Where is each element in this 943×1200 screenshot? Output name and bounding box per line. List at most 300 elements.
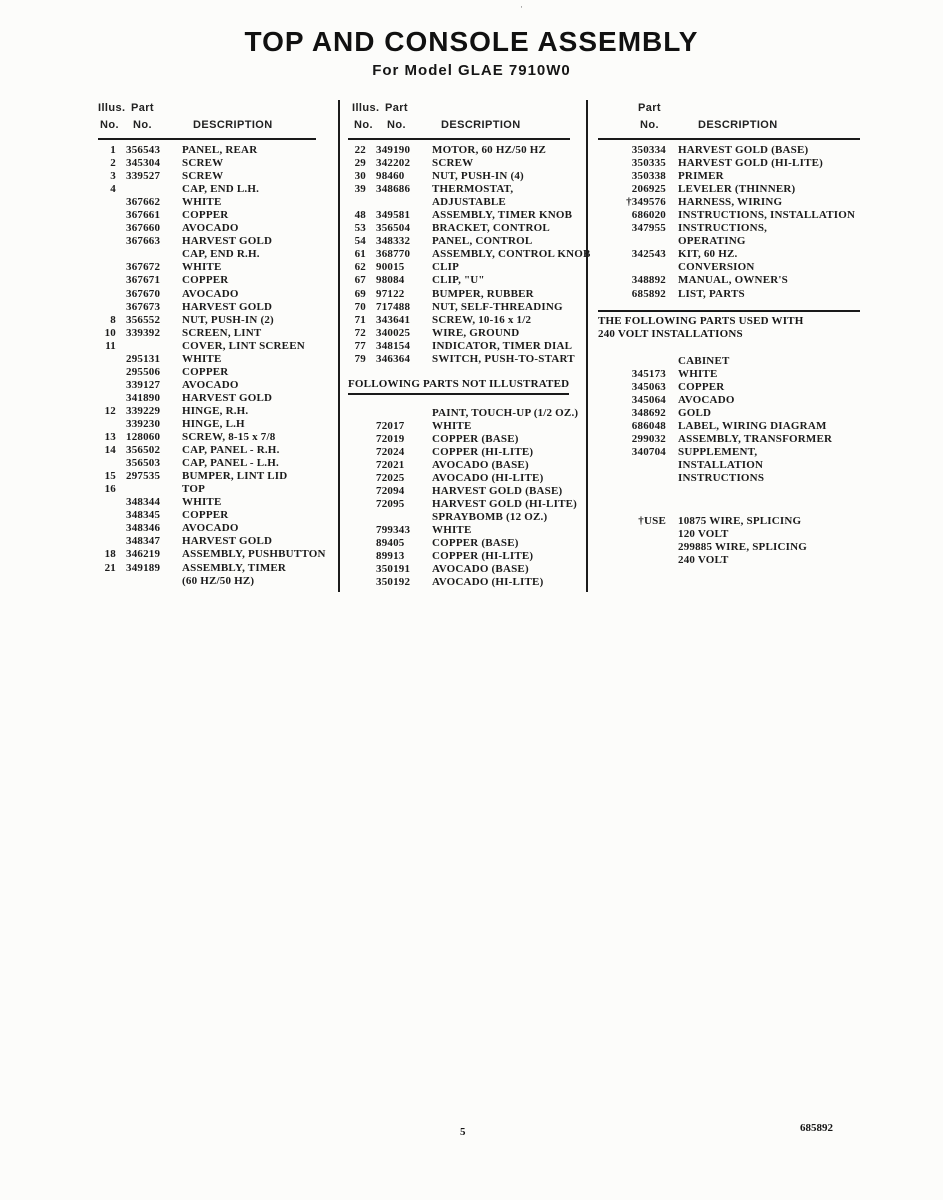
description-cell: AVOCADO (HI-LITE) [432, 472, 544, 485]
part-no-cell: 343641 [376, 313, 411, 326]
part-no-cell: 685892 [631, 287, 666, 300]
table-row [598, 288, 860, 301]
part-no-cell [126, 483, 172, 496]
table-row [98, 222, 316, 235]
part-no-cell: 72095 [376, 498, 405, 511]
illus-no-cell: 1 [110, 144, 116, 156]
part-no-cell: 90015 [376, 261, 405, 274]
part-no-cell: 340704 [631, 445, 666, 458]
illus-no-cell: 2 [110, 157, 116, 170]
description-cell: OPERATING [678, 235, 746, 248]
description-cell: CAP, PANEL - L.H. [182, 457, 279, 470]
description-cell: LIST, PARTS [678, 287, 745, 300]
illus-no-cell [98, 248, 116, 261]
description-cell: SUPPLEMENT, [678, 445, 758, 458]
part-no-cell: 350338 [631, 170, 666, 183]
illus-no-cell: 22 [354, 144, 366, 156]
not-illustrated-section-title: FOLLOWING PARTS NOT ILLUSTRATED [348, 378, 569, 395]
part-no-cell: 128060 [126, 431, 161, 444]
description-cell: THERMOSTAT, [432, 183, 514, 196]
table-row [98, 522, 316, 535]
illus-no-cell [348, 446, 366, 459]
illus-no-cell [98, 301, 116, 314]
part-no-cell: 348686 [376, 183, 411, 196]
table-row [98, 418, 316, 431]
part-no-cell: 72094 [376, 485, 405, 498]
part-no-cell [126, 575, 172, 588]
part-no-cell: 799343 [376, 524, 411, 537]
description-cell: COPPER (HI-LITE) [432, 445, 534, 458]
illus-no-cell [98, 496, 116, 509]
column-2-illustrated-rows [348, 144, 591, 366]
description-cell: (60 HZ/50 HZ) [182, 574, 255, 587]
table-row [348, 352, 575, 366]
not-illustrated-section-header [348, 376, 570, 395]
part-no-cell: 345063 [631, 380, 666, 393]
part-no-cell: 349189 [126, 561, 161, 574]
description-cell: AVOCADO [182, 522, 239, 535]
no-header-label: No. [640, 119, 659, 131]
illus-no-cell: 69 [354, 287, 366, 300]
table-row [348, 157, 570, 170]
part-no-cell: 367672 [126, 261, 161, 274]
part-no-cell [598, 541, 666, 554]
table-row [98, 327, 316, 340]
description-cell: PRIMER [678, 170, 724, 183]
part-no-cell: 345304 [126, 157, 161, 170]
table-row [98, 314, 316, 327]
description-header-label: DESCRIPTION [193, 119, 273, 131]
part-no-cell: 348347 [126, 535, 161, 548]
table-row [598, 144, 860, 157]
description-cell: WHITE [432, 419, 472, 432]
illus-no-cell: 13 [104, 431, 116, 444]
description-cell: COPPER [678, 380, 725, 393]
description-cell: INSTRUCTIONS [678, 471, 765, 484]
description-cell: 120 VOLT [678, 528, 729, 541]
table-row [598, 222, 860, 235]
table-row [598, 355, 860, 368]
table-row [98, 509, 316, 522]
table-row [98, 535, 316, 548]
description-cell: HARVEST GOLD [182, 300, 273, 313]
no-header-label: No. [387, 119, 406, 131]
description-cell: NUT, SELF-THREADING [432, 300, 563, 313]
illus-no-cell: 12 [104, 404, 116, 417]
table-row [348, 339, 573, 353]
description-cell: MOTOR, 60 HZ/50 HZ [432, 144, 547, 156]
illus-no-cell [348, 472, 366, 485]
table-row [98, 340, 316, 353]
table-row [348, 576, 570, 589]
part-no-cell: 72025 [376, 472, 405, 485]
illus-no-cell [348, 537, 366, 550]
illus-no-cell [98, 392, 116, 405]
illus-no-cell: 71 [354, 313, 366, 326]
part-no-cell: 347955 [631, 222, 666, 235]
description-cell: COPPER (BASE) [432, 537, 519, 550]
part-no-cell: 72019 [376, 432, 405, 445]
description-cell: COPPER [182, 509, 229, 522]
description-cell: HINGE, R.H. [182, 404, 249, 417]
part-no-cell: 342202 [376, 157, 411, 170]
table-row [598, 157, 860, 170]
description-cell: COPPER (BASE) [432, 432, 519, 445]
table-row [598, 433, 860, 446]
column-2-header [348, 102, 570, 140]
part-header-label: Part [385, 102, 408, 114]
part-no-cell: 297535 [126, 470, 161, 483]
description-cell: PAINT, TOUCH-UP (1/2 OZ.) [432, 406, 579, 419]
description-cell: HARVEST GOLD (HI-LITE) [678, 157, 824, 170]
part-no-cell: 98084 [376, 274, 405, 287]
table-row [98, 405, 316, 418]
table-row [598, 261, 860, 274]
part-no-cell: 348345 [126, 509, 161, 522]
part-no-cell: 339392 [126, 326, 161, 339]
column-3-240v-rows [598, 355, 860, 485]
part-no-cell: 717488 [376, 300, 411, 313]
description-cell: WIRE, GROUND [432, 326, 520, 339]
description-cell: BRACKET, CONTROL [432, 222, 550, 235]
part-no-cell: 367662 [126, 196, 161, 209]
table-row [598, 248, 860, 261]
table-row [598, 170, 860, 183]
column-divider-2 [586, 100, 588, 592]
table-row [598, 528, 860, 541]
table-row [348, 524, 570, 537]
table-row [598, 515, 860, 528]
description-cell: CONVERSION [678, 261, 755, 274]
description-cell: HARVEST GOLD (BASE) [678, 144, 809, 156]
table-row [348, 472, 570, 485]
table-row [348, 406, 579, 420]
description-cell: COPPER [182, 209, 229, 222]
table-row [98, 457, 316, 470]
description-cell: AVOCADO (HI-LITE) [432, 576, 544, 589]
parts-column-1 [98, 102, 326, 588]
illus-no-cell [348, 524, 366, 537]
table-row [348, 301, 570, 314]
illus-no-cell [348, 550, 366, 563]
column-3-header [598, 102, 860, 140]
table-row [348, 420, 570, 433]
description-cell: CLIP, "U" [432, 274, 485, 287]
illus-no-cell: 53 [354, 222, 366, 235]
page-title: TOP AND CONSOLE ASSEMBLY [244, 26, 699, 57]
table-row [348, 222, 570, 235]
part-no-cell: 356543 [126, 144, 161, 156]
no-header-label: No. [133, 119, 152, 131]
description-cell: CLIP [432, 261, 460, 274]
description-cell: ASSEMBLY, TIMER KNOB [432, 209, 573, 222]
table-row [348, 446, 570, 459]
description-cell: SCREEN, LINT [182, 326, 262, 339]
column-3-splicing-rows [598, 515, 860, 567]
footer-page-number: 5 [460, 1126, 466, 1138]
description-cell: 240 VOLT [678, 554, 729, 567]
table-row [348, 485, 570, 498]
note-240-volt [598, 310, 860, 341]
illus-no-cell: 30 [354, 170, 366, 183]
table-row [598, 420, 860, 433]
illus-no-cell [348, 498, 366, 511]
part-no-cell [598, 235, 666, 248]
part-no-cell: 348154 [376, 339, 411, 352]
illus-no-cell [98, 209, 116, 222]
table-row [348, 170, 570, 183]
part-no-cell: 295506 [126, 365, 161, 378]
part-header-label: Part [638, 102, 661, 114]
part-no-cell [126, 340, 172, 353]
description-cell: AVOCADO [678, 393, 735, 406]
table-row [98, 274, 316, 287]
illus-no-cell [98, 288, 116, 301]
part-no-cell: 346364 [376, 352, 411, 365]
table-row [348, 235, 570, 248]
description-cell: WHITE [182, 261, 222, 274]
part-no-cell: 98460 [376, 170, 405, 183]
part-no-cell [598, 261, 666, 274]
table-row [598, 459, 860, 472]
description-cell: NUT, PUSH-IN (4) [432, 170, 524, 183]
table-row [98, 470, 316, 483]
description-header-label: DESCRIPTION [698, 119, 778, 131]
page-subtitle: For Model GLAE 7910W0 [372, 62, 571, 79]
table-row [98, 170, 316, 183]
illus-no-cell: 39 [354, 183, 366, 196]
description-cell: WHITE [182, 352, 222, 365]
part-no-cell: 356552 [126, 313, 161, 326]
illus-no-cell [348, 196, 366, 209]
part-no-cell: 368770 [376, 248, 411, 261]
illus-no-cell [348, 407, 366, 420]
part-no-cell: 97122 [376, 287, 405, 300]
table-row [348, 511, 570, 524]
illus-no-cell [98, 235, 116, 248]
column-2-not-illustrated-rows [348, 406, 579, 590]
illus-no-cell: 10 [104, 326, 116, 339]
part-no-cell: 350191 [376, 563, 411, 576]
part-no-cell: 367673 [126, 300, 161, 313]
description-cell: WHITE [678, 367, 718, 380]
illus-no-cell [98, 222, 116, 235]
table-row [98, 562, 316, 575]
part-no-cell: †USE [638, 515, 666, 528]
illus-no-cell: 62 [354, 261, 366, 274]
description-cell: HARVEST GOLD [182, 235, 273, 248]
table-row [348, 327, 570, 340]
table-row [98, 575, 316, 588]
description-cell: LABEL, WIRING DIAGRAM [678, 419, 827, 432]
table-row [598, 196, 860, 209]
part-no-cell: 686048 [631, 419, 666, 432]
part-no-cell: 295131 [126, 352, 161, 365]
illus-no-cell [348, 433, 366, 446]
description-cell: AVOCADO [182, 378, 239, 391]
description-cell: AVOCADO [182, 287, 239, 300]
description-cell: SCREW [182, 157, 224, 170]
illus-no-cell [98, 509, 116, 522]
table-row [98, 353, 316, 366]
table-row [348, 261, 570, 274]
table-row [598, 368, 860, 381]
illus-no-cell: 70 [354, 300, 366, 313]
table-row [348, 144, 570, 157]
column-1-header [98, 102, 316, 140]
part-no-cell: 345064 [631, 393, 666, 406]
description-cell: AVOCADO (BASE) [432, 458, 529, 471]
illus-no-cell [348, 511, 366, 524]
description-cell: 10875 WIRE, SPLICING [678, 515, 802, 528]
part-no-cell: 686020 [631, 209, 666, 222]
description-cell: CAP, END R.H. [182, 248, 260, 261]
column-3-main-rows [598, 144, 860, 301]
description-cell: ASSEMBLY, TRANSFORMER [678, 432, 833, 445]
description-cell: HARNESS, WIRING [678, 196, 783, 209]
illus-no-cell [98, 353, 116, 366]
table-row [98, 235, 316, 248]
description-cell: WHITE [182, 196, 222, 209]
part-no-cell: 348892 [631, 274, 666, 287]
note-240-volt-line1: THE FOLLOWING PARTS USED WITH [598, 314, 804, 327]
description-cell: NUT, PUSH-IN (2) [182, 313, 274, 326]
table-row [98, 431, 316, 444]
description-cell: AVOCADO [182, 222, 239, 235]
table-row [348, 314, 570, 327]
illus-no-cell [98, 535, 116, 548]
description-cell: CAP, PANEL - R.H. [182, 444, 280, 457]
illus-no-cell: 4 [110, 183, 116, 196]
illus-no-cell: 8 [110, 313, 116, 326]
illus-no-cell: 29 [354, 157, 366, 170]
part-no-cell [598, 472, 666, 485]
part-no-cell: 348346 [126, 522, 161, 535]
table-row [348, 550, 570, 563]
description-cell: HARVEST GOLD [182, 535, 273, 548]
part-no-cell: 339527 [126, 170, 161, 183]
description-cell: HARVEST GOLD (BASE) [432, 485, 563, 498]
table-row [348, 209, 573, 222]
illus-header-label: Illus. [98, 102, 126, 114]
illus-no-cell [348, 576, 366, 589]
table-row [348, 537, 570, 550]
description-cell: PANEL, CONTROL [432, 235, 533, 248]
part-no-cell: 299032 [631, 432, 666, 445]
illus-no-cell [98, 379, 116, 392]
description-cell: GOLD [678, 406, 712, 419]
table-row [598, 446, 860, 459]
table-row [598, 394, 860, 407]
description-cell: SCREW [182, 170, 224, 183]
description-cell: BUMPER, LINT LID [182, 470, 288, 483]
illus-no-cell [98, 261, 116, 274]
part-no-cell: 72017 [376, 419, 405, 432]
description-cell: AVOCADO (BASE) [432, 563, 529, 576]
illus-no-cell [98, 366, 116, 379]
part-no-cell [376, 511, 422, 524]
no-header-label: No. [100, 119, 119, 131]
table-row [98, 301, 316, 314]
description-cell: TOP [182, 483, 206, 496]
illus-no-cell [98, 522, 116, 535]
description-cell: BUMPER, RUBBER [432, 287, 534, 300]
description-cell: KIT, 60 HZ. [678, 248, 738, 261]
description-cell: HINGE, L.H [182, 417, 245, 430]
part-no-cell: 346219 [126, 548, 161, 561]
illus-no-cell [98, 274, 116, 287]
illus-no-cell: 16 [104, 483, 116, 496]
description-cell: ASSEMBLY, PUSHBUTTON [182, 548, 326, 561]
part-no-cell [598, 528, 666, 541]
table-row [98, 483, 316, 496]
description-cell: HARVEST GOLD (HI-LITE) [432, 498, 578, 511]
description-cell: MANUAL, OWNER'S [678, 274, 788, 287]
table-row [598, 235, 860, 248]
part-header-label: Part [131, 102, 154, 114]
table-row [98, 548, 326, 561]
description-cell: CAP, END L.H. [182, 183, 260, 196]
part-no-cell [598, 459, 666, 472]
table-row [98, 366, 316, 379]
illus-no-cell: 18 [104, 548, 116, 561]
description-cell: SCREW, 8-15 x 7/8 [182, 431, 276, 444]
illus-no-cell: 79 [354, 352, 366, 365]
part-no-cell [376, 407, 422, 420]
description-cell: ASSEMBLY, TIMER [182, 561, 287, 574]
part-no-cell: 342543 [631, 248, 666, 261]
part-no-cell: 349581 [376, 209, 411, 222]
table-row [348, 459, 570, 472]
part-no-cell: 367670 [126, 287, 161, 300]
illus-no-cell: 67 [354, 274, 366, 287]
parts-column-2 [348, 102, 591, 589]
part-no-cell: 345173 [631, 367, 666, 380]
table-row [98, 248, 316, 261]
table-row [348, 433, 570, 446]
table-row [98, 144, 316, 157]
description-cell: INDICATOR, TIMER DIAL [432, 339, 573, 352]
part-no-cell [376, 196, 422, 209]
description-cell: INSTALLATION [678, 458, 764, 471]
description-cell: INSTRUCTIONS, [678, 222, 768, 235]
illus-no-cell: 72 [354, 326, 366, 339]
illus-no-cell: 61 [354, 248, 366, 261]
table-row [348, 183, 570, 196]
table-row [98, 261, 316, 274]
illus-no-cell [98, 457, 116, 470]
description-cell: 299885 WIRE, SPLICING [678, 541, 807, 554]
illus-no-cell: 14 [104, 444, 116, 457]
part-no-cell: 339229 [126, 404, 161, 417]
description-cell: ADJUSTABLE [432, 196, 506, 209]
description-cell: ASSEMBLY, CONTROL KNOB [432, 248, 591, 261]
part-no-cell: 72021 [376, 458, 405, 471]
illus-header-label: Illus. [352, 102, 380, 114]
part-no-cell [598, 554, 666, 567]
table-row [348, 563, 570, 576]
table-row [598, 183, 860, 196]
table-row [598, 554, 860, 567]
part-no-cell [126, 248, 172, 261]
column-divider-1 [338, 100, 340, 592]
parts-column-3 [598, 102, 860, 567]
table-row [598, 407, 860, 420]
part-no-cell: 367663 [126, 235, 161, 248]
illus-no-cell: 11 [105, 339, 116, 352]
part-no-cell: 340025 [376, 326, 411, 339]
description-cell: HARVEST GOLD [182, 391, 273, 404]
